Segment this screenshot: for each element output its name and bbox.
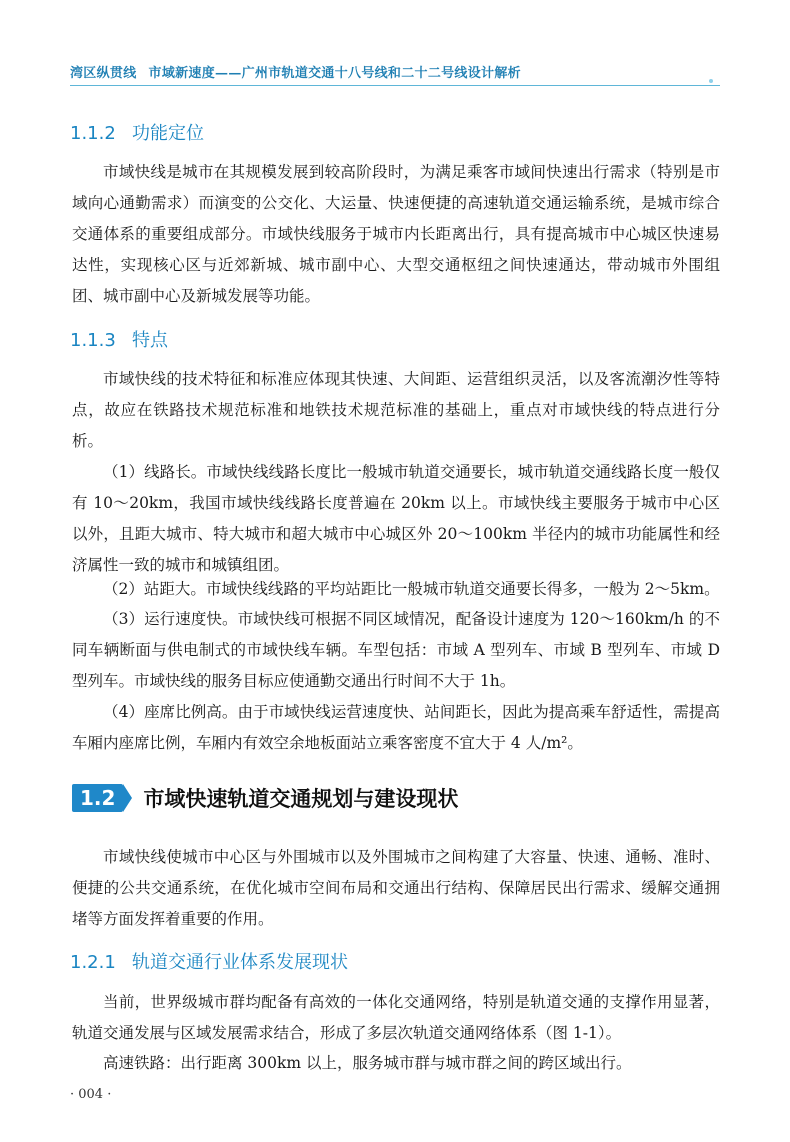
heading-number: 1.1.3 [70, 330, 116, 351]
paragraph-function-positioning: 市域快线是城市在其规模发展到较高阶段时，为满足乘客市域间快速出行需求（特别是市域向心通勤需求）而演变的公交化、大运量、快速便捷的高速轨道交通运输系统，是城市综合交通体系的重要组成部分。市域快线服务于城市内长距离出行，具有提高城市中心城区快速易达性，实现核心区与近郊新城、城市副中心、大型交通枢纽之间快速通达，带动城市外围组团、城市副中心及新城发展等功能。 [72, 163, 720, 305]
heading-1-2 [72, 783, 458, 813]
series-name: 湾区纵贯线 [70, 66, 137, 81]
heading-title: 轨道交通行业体系发展现状 [132, 952, 348, 973]
heading-1-2-1 [70, 948, 348, 974]
header-rule [70, 85, 720, 86]
heading-title: 特点 [132, 330, 168, 351]
heading-1-1-3 [70, 326, 168, 352]
paragraph-features-intro: 市域快线的技术特征和标准应体现其快速、大间距、运营组织灵活，以及客流潮汐性等特点，故应在铁路技术规范标准和地铁技术规范标准的基础上，重点对市域快线的特点进行分析。 [72, 370, 720, 450]
heading-number: 1.2.1 [70, 952, 116, 973]
paragraph-planning-status: 市域快线使城市中心区与外围城市以及外围城市之间构建了大容量、快速、通畅、准时、便捷的公共交通系统，在优化城市空间布局和交通出行结构、保障居民出行需求、缓解交通拥堵等方面发挥着重要的作用。 [72, 848, 720, 928]
paragraph-feature-4: （4）座席比例高。由于市域快线运营速度快、站间距长，因此为提高乘车舒适性，需提高车厢内座席比例，车厢内有效空余地板面站立乘客密度不宜大于 4 人/m²。 [72, 703, 720, 752]
page-number: · 004 · [70, 1087, 112, 1102]
paragraph-feature-3: （3）运行速度快。市域快线可根据不同区域情况，配备设计速度为 120～160km/h 的不同车辆断面与供电制式的市域快线车辆。车型包括：市域 A 型列车、市域 B 型列车、市域 D 型列车。市域快线的服务目标应使通勤交通出行时间不大于 1h。 [72, 610, 720, 690]
paragraph-rail-system: 当前，世界级城市群均配备有高效的一体化交通网络，特别是轨道交通的支撑作用显著，轨道交通发展与区域发展需求结合，形成了多层次轨道交通网络体系（图 1-1）。 [72, 993, 720, 1042]
running-header [70, 62, 521, 81]
paragraph-high-speed-rail: 高速铁路：出行距离 300km 以上，服务城市群与城市群之间的跨区域出行。 [103, 1054, 632, 1072]
heading-1-1-2 [70, 119, 204, 145]
paragraph-feature-2: （2）站距大。市域快线线路的平均站距比一般城市轨道交通要长得多，一般为 2～5km。 [103, 580, 720, 598]
heading-number: 1.1.2 [70, 123, 116, 144]
book-title: 市域新速度——广州市轨道交通十八号线和二十二号线设计解析 [148, 66, 521, 81]
section-number-badge: 1.2 [72, 784, 123, 812]
header-rule-dot [709, 79, 713, 83]
paragraph-feature-1: （1）线路长。市域快线线路长度比一般城市轨道交通要长，城市轨道交通线路长度一般仅有 10～20km，我国市域快线线路长度普遍在 20km 以上。市域快线主要服务于城市中心区以外，且距大城市、特大城市和超大城市中心城区外 20～100km 半径内的城市功能属性和经济属性一致的城市和城镇组团。 [72, 463, 720, 574]
heading-title: 功能定位 [132, 123, 204, 144]
section-title: 市域快速轨道交通规划与建设现状 [143, 787, 459, 811]
